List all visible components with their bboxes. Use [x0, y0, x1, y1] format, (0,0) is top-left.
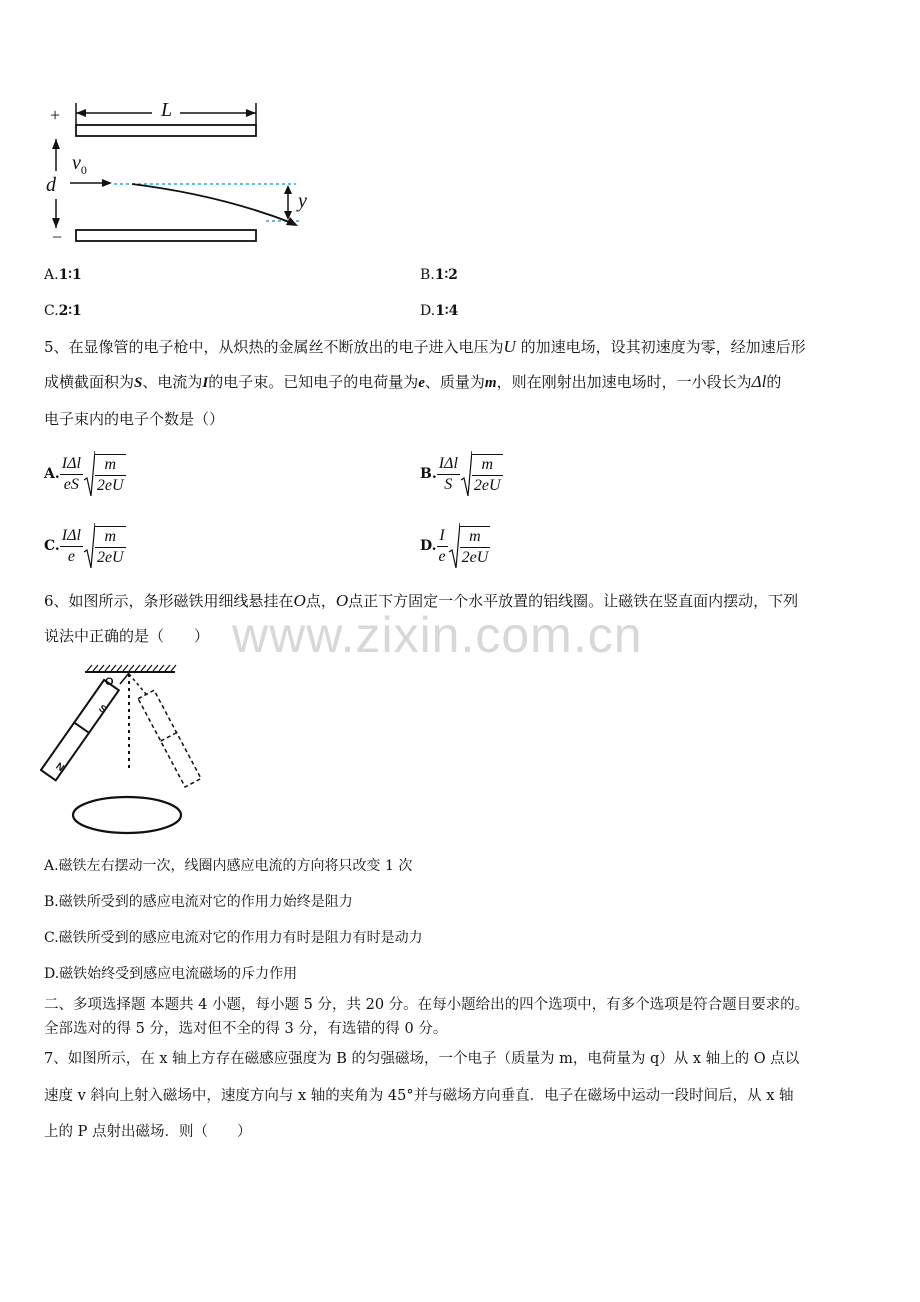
- watermark: www.zixin.com.cn: [232, 607, 643, 663]
- q5-line-1: 5、在显像管的电子枪中，从炽热的金属丝不断放出的电子进入电压为U 的加速电场，设其初速度为零，经加速后形: [44, 337, 806, 356]
- option-letter: A.: [44, 267, 59, 283]
- q5-line-2: 成横截面积为S、电流为I的电子束。已知电子的电荷量为e、质量为m，则在刚射出加速电场时，一小段长为Δl的: [44, 372, 782, 391]
- fraction: $\frac{\text{IΔl}}{e}$: [61, 526, 81, 565]
- option-text: 1∶4: [435, 303, 459, 319]
- q4-option-c[interactable]: [44, 301, 82, 321]
- option-text: 1∶1: [58, 267, 82, 283]
- q4-option-a[interactable]: [44, 265, 82, 285]
- radicand: $\frac{m}{2eU}$: [461, 527, 489, 566]
- q6-option-d[interactable]: D.磁铁始终受到感应电流磁场的斥力作用: [44, 966, 298, 982]
- radicand: $\frac{m}{2eU}$: [473, 455, 501, 494]
- label-v0: $v_0$: [72, 152, 87, 177]
- q5-option-a[interactable]: [44, 450, 126, 498]
- sqrt-icon: [448, 522, 460, 570]
- option-letter: D.: [420, 538, 437, 554]
- q6-option-b[interactable]: B.磁铁所受到的感应电流对它的作用力始终是阻力: [44, 894, 353, 910]
- q6-option-a[interactable]: A.磁铁左右摆动一次，线圈内感应电流的方向将只改变 1 次: [44, 858, 413, 874]
- minus-sign: −: [52, 227, 63, 247]
- q5-line-3: 电子束内的电子个数是（）: [44, 410, 225, 428]
- sqrt-icon: [83, 450, 95, 498]
- plus-sign: +: [50, 105, 61, 125]
- option-text: 2∶1: [58, 303, 82, 319]
- option-letter: C.: [44, 303, 59, 319]
- radicand: $\frac{m}{2eU}$: [96, 527, 124, 566]
- q6-option-c[interactable]: C.磁铁所受到的感应电流对它的作用力有时是阻力有时是动力: [44, 930, 423, 946]
- q5-option-d[interactable]: [420, 522, 490, 570]
- sqrt-icon: [83, 522, 95, 570]
- label-S: S: [96, 703, 109, 716]
- q5-option-b[interactable]: [420, 450, 503, 498]
- q6-line-1: 6、如图所示，条形磁铁用细线悬挂在O点，O点正下方固定一个水平放置的铝线圈。让磁铁在竖直面内摆动，下列: [44, 591, 799, 610]
- q6-line-2: 说法中正确的是（ ）: [44, 627, 210, 645]
- q5-option-c[interactable]: [44, 522, 126, 570]
- label-y: y: [298, 190, 307, 212]
- magnet-coil-diagram: [40, 660, 220, 840]
- q4-option-d[interactable]: [420, 301, 458, 321]
- option-letter: D.: [420, 303, 436, 319]
- label-d: d: [46, 174, 56, 196]
- label-O: O: [105, 676, 114, 688]
- option-letter: B.: [420, 466, 437, 482]
- option-letter: B.: [420, 267, 435, 283]
- label-N: N: [53, 760, 66, 775]
- fraction: $\frac{I}{e}$: [438, 526, 446, 565]
- q7-line-2: 速度 v 斜向上射入磁场中，速度方向与 x 轴的夹角为 45°并与磁场方向垂直．电子在磁场中运动一段时间后，从 x 轴: [44, 1088, 794, 1104]
- q4-option-b[interactable]: [420, 265, 458, 285]
- sqrt-icon: [460, 450, 472, 498]
- option-letter: C.: [44, 538, 60, 554]
- option-text: 1∶2: [434, 267, 458, 283]
- q7-line-1: 7、如图所示，在 x 轴上方存在磁感应强度为 B 的匀强磁场，一个电子（质量为 m，电荷量为 q）从 x 轴上的 O 点以: [44, 1051, 800, 1067]
- section-heading-line-1: 二、多项选择题 本题共 4 小题，每小题 5 分，共 20 分。在每小题给出的四个选项中，有多个选项是符合题目要求的。: [44, 997, 810, 1013]
- fraction: $\frac{\text{IΔl}}{S}$: [438, 454, 458, 493]
- label-L: L: [161, 99, 173, 121]
- section-heading-line-2: 全部选对的得 5 分，选对但不全的得 3 分，有选错的得 0 分。: [44, 1021, 448, 1037]
- radicand: $\frac{m}{2eU}$: [96, 455, 124, 494]
- option-letter: A.: [44, 466, 60, 482]
- q7-line-3: 上的 P 点射出磁场．则（ ）: [44, 1124, 252, 1140]
- fraction: $\frac{\text{IΔl}}{eS}$: [61, 454, 81, 493]
